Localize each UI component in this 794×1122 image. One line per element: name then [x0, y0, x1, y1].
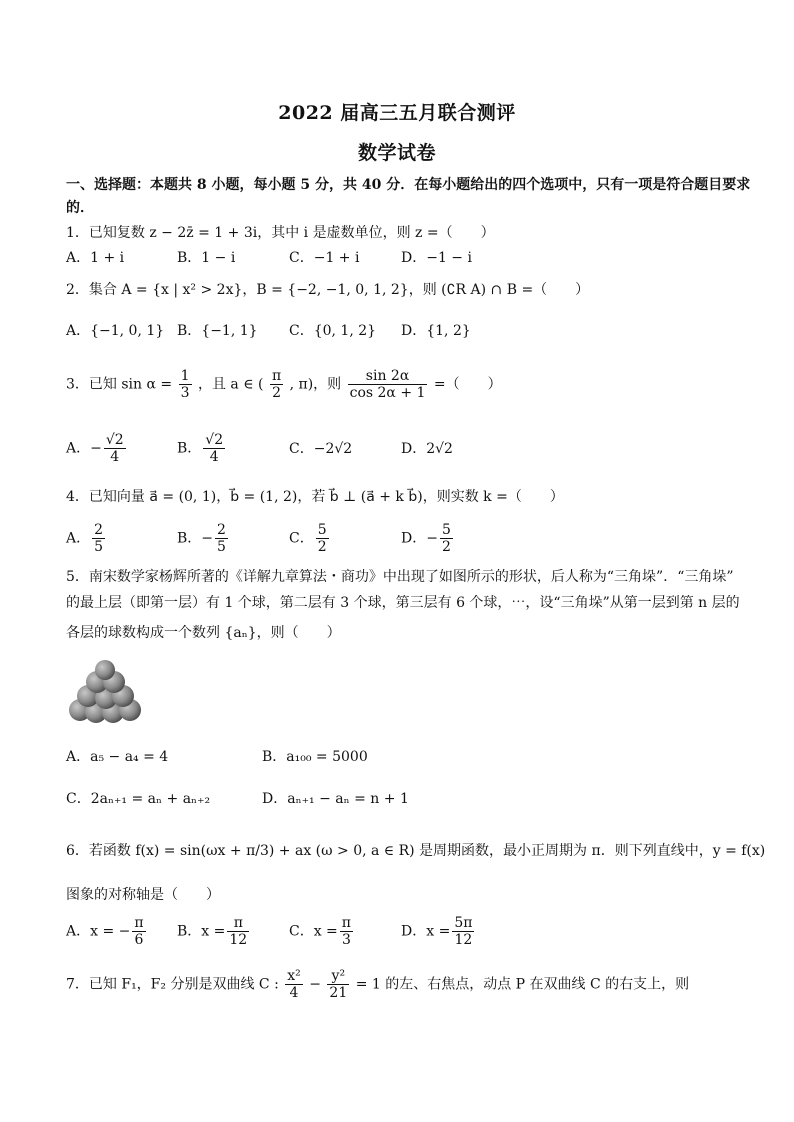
q4-c-num: 5	[317, 522, 327, 538]
q3-f1-den: 3	[180, 385, 190, 401]
q3-option-b	[177, 432, 227, 465]
q3-fraction-2	[270, 368, 283, 401]
q4-c-fraction	[316, 522, 329, 555]
q2-stem: 2．集合 A = {x | x² > 2x}，B = {−2, −1, 0, 1, 2}，则 (∁R A) ∩ B =（ ）	[66, 282, 590, 298]
q7-fraction-2	[327, 968, 349, 1001]
q6-d-fraction	[452, 915, 474, 948]
q6-a-den: 6	[134, 932, 144, 948]
q3-a-prefix: A．−	[66, 440, 102, 457]
q4-b-den: 5	[217, 539, 226, 555]
q4-a-prefix: A．	[66, 530, 91, 547]
q4-option-d	[401, 522, 455, 555]
q6-a-fraction	[132, 915, 145, 948]
q1-option-b: B．1 − i	[177, 250, 236, 266]
q6-option-d	[401, 915, 476, 948]
q3-b-prefix: B．	[177, 440, 202, 457]
q4-c-den: 2	[317, 539, 327, 555]
q4-a-den: 5	[94, 539, 104, 555]
triangular-ball-pile-image	[66, 660, 146, 724]
q3-fraction-3	[348, 368, 428, 401]
q3-option-c: C．−2√2	[289, 441, 353, 457]
q3-a-num: √2	[105, 432, 124, 448]
q6-b-den: 12	[229, 932, 248, 948]
q4-d-fraction	[440, 522, 453, 555]
q1-option-d: D．−1 − i	[401, 250, 472, 266]
q2-option-a: A．{−1, 0, 1}	[66, 323, 165, 339]
q6-b-prefix: B．x =	[177, 923, 226, 940]
q4-b-fraction	[215, 522, 228, 555]
q3-a-fraction	[104, 432, 126, 465]
q4-a-fraction	[92, 522, 105, 555]
q4-d-num: 5	[441, 522, 451, 538]
q1-option-c: C．−1 + i	[289, 250, 360, 266]
q5-line1: 5．南宋数学家杨辉所著的《详解九章算法・商功》中出现了如图所示的形状，后人称为“三角垛”．“三角垛”	[66, 569, 734, 585]
exam-subtitle: 数学试卷	[357, 142, 436, 164]
q3-b-den: 4	[209, 449, 219, 465]
q4-option-b	[177, 522, 230, 555]
q3-a-den: 4	[110, 449, 120, 465]
q7-fraction-1	[285, 968, 303, 1001]
q5-option-c: C．2aₙ₊₁ = aₙ + aₙ₊₂	[66, 791, 211, 807]
q7-f2-den: 21	[329, 985, 348, 1001]
q6-a-prefix: A．x = −	[66, 923, 131, 940]
q2-option-c: C．{0, 1, 2}	[289, 323, 377, 339]
q5-option-b: B．a₁₀₀ = 5000	[262, 749, 368, 765]
q4-option-c	[289, 522, 331, 555]
q6-c-fraction	[340, 915, 353, 948]
q3-f3-den: cos 2α + 1	[349, 385, 426, 401]
q7-f1-num: x²	[287, 968, 301, 984]
q3-f2-den: 2	[272, 385, 281, 401]
q3-stem-b: ，且 a ∈ (	[197, 376, 264, 393]
q6-c-num: π	[341, 915, 351, 931]
exam-title: 2022 届高三五月联合测评	[278, 102, 516, 124]
q5-line3: 各层的球数构成一个数列 {aₙ}，则（ ）	[66, 625, 341, 641]
q6-d-num: 5π	[454, 915, 473, 931]
q6-d-prefix: D．x =	[401, 923, 451, 940]
q4-a-num: 2	[94, 522, 104, 538]
section-heading-line1: 一、选择题：本题共 8 小题，每小题 5 分，共 40 分．在每小题给出的四个选项中，只有一项是符合题目要求	[66, 177, 751, 193]
q1-option-a: A．1 + i	[66, 250, 125, 266]
q5-option-a: A．a₅ − a₄ = 4	[66, 749, 169, 765]
q3-f3-num: sin 2α	[348, 368, 428, 385]
q6-a-num: π	[134, 915, 144, 931]
q4-c-prefix: C．	[289, 530, 314, 547]
q5-option-d: D．aₙ₊₁ − aₙ = n + 1	[262, 791, 409, 807]
q2-option-b: B．{−1, 1}	[177, 323, 258, 339]
q7-stem-a: 7．已知 F₁，F₂ 分别是双曲线 C :	[66, 976, 279, 993]
q5-line2: 的最上层（即第一层）有 1 个球，第二层有 3 个球，第三层有 6 个球，⋯，设“三角垛”从第一层到第 n 层的	[66, 595, 740, 611]
q3-stem-a: 3．已知 sin α =	[66, 376, 173, 393]
q6-line2: 图象的对称轴是（ ）	[66, 887, 220, 903]
q4-stem: 4．已知向量 a⃗ = (0, 1)，b⃗ = (1, 2)，若 b⃗ ⊥ (a⃗ + k b⃗)，则实数 k =（ ）	[66, 489, 564, 505]
q6-c-prefix: C．x =	[289, 923, 338, 940]
q6-line1: 6．若函数 f(x) = sin(ωx + π/3) + ax (ω > 0, a ∈ R) 是周期函数，最小正周期为 π．则下列直线中，y = f(x)	[66, 843, 766, 859]
section-heading-line2: 的．	[66, 200, 94, 216]
q6-option-a	[66, 915, 148, 948]
q6-option-b	[177, 915, 251, 948]
q1-stem: 1．已知复数 z − 2z̄ = 1 + 3i，其中 i 是虚数单位，则 z =（ ）	[66, 225, 495, 241]
q3-f2-num: π	[271, 368, 282, 384]
q3-option-a	[66, 432, 128, 465]
q7-f1-den: 4	[289, 985, 299, 1001]
q7-f2-num: y²	[327, 968, 349, 985]
q2-option-d: D．{1, 2}	[401, 323, 471, 339]
q3-b-fraction	[203, 432, 225, 465]
q3-stem-d: =（ ）	[433, 376, 502, 393]
q3-b-num: √2	[205, 432, 224, 448]
q6-c-den: 3	[341, 932, 351, 948]
q6-d-den: 12	[454, 932, 473, 948]
q3-fraction-1	[179, 368, 192, 401]
q4-d-den: 2	[441, 539, 451, 555]
q7-stem	[66, 968, 689, 1001]
q6-b-fraction	[227, 915, 249, 948]
q6-option-c	[289, 915, 355, 948]
q4-b-prefix: B．−	[177, 530, 214, 547]
q4-option-a	[66, 522, 107, 555]
q7-minus: −	[309, 976, 321, 993]
q7-stem-b: = 1 的左、右焦点，动点 P 在双曲线 C 的右支上，则	[355, 976, 690, 993]
q3-stem-c: , π)，则	[289, 376, 342, 393]
q4-b-num: 2	[217, 522, 226, 538]
q6-b-num: π	[227, 915, 249, 932]
q4-d-prefix: D．−	[401, 530, 438, 547]
q3-f1-num: 1	[180, 368, 190, 384]
q3-option-d: D．2√2	[401, 441, 453, 457]
q3-stem	[66, 368, 502, 401]
